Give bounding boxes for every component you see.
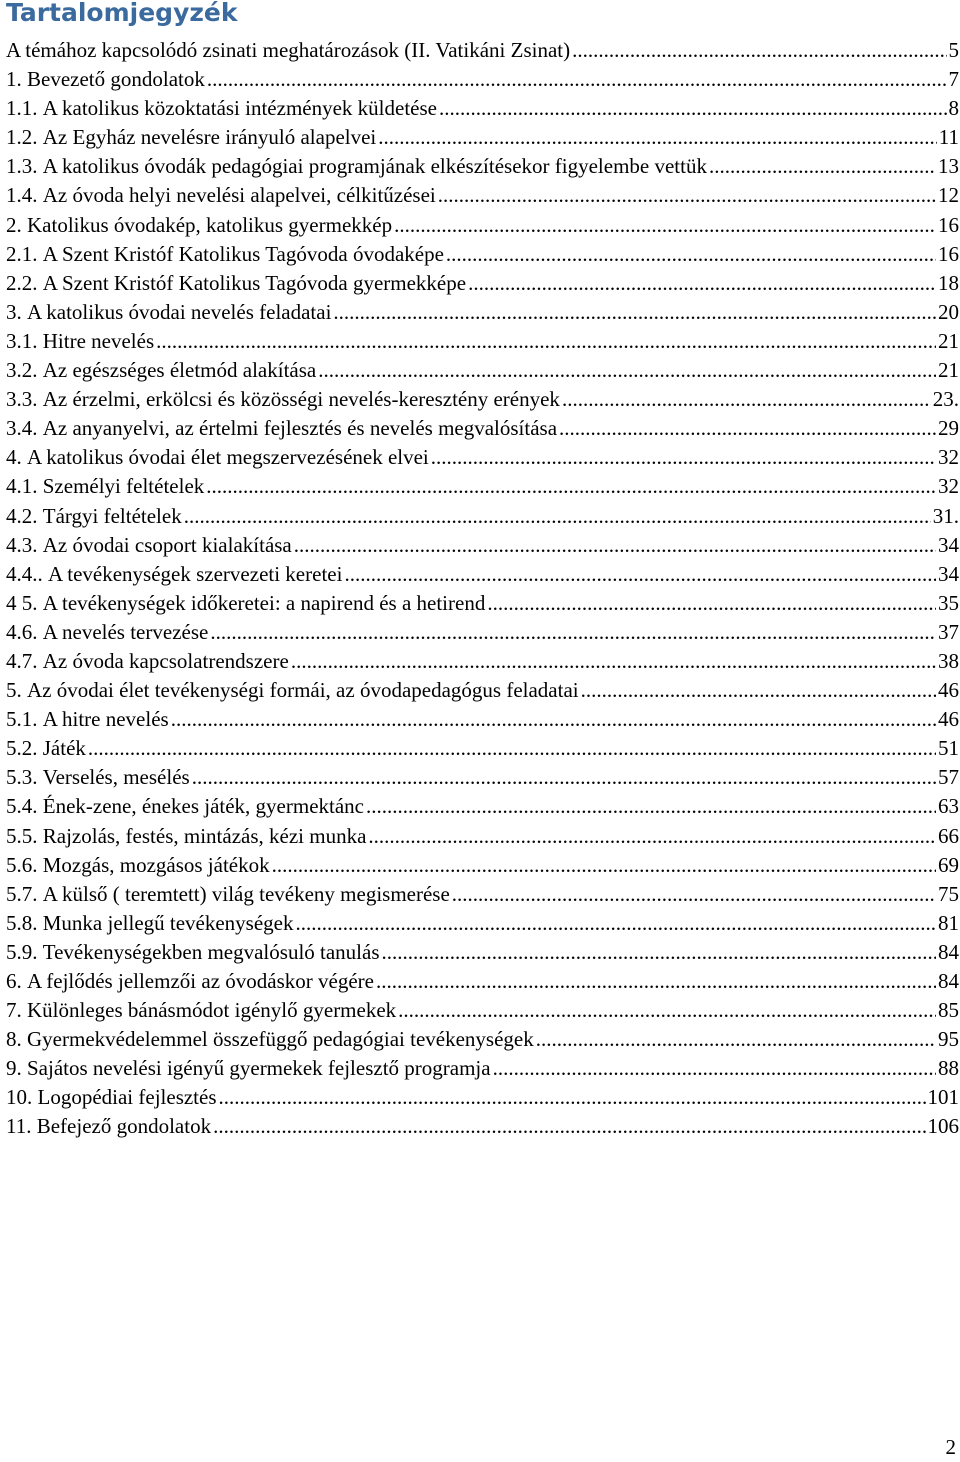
toc-entry-title: Gyermekvédelemmel összefüggő pedagógiai tevékenységek bbox=[27, 1027, 534, 1052]
toc-entry-page: 75 bbox=[938, 881, 959, 906]
toc-entry-page: 29 bbox=[938, 416, 959, 441]
toc-entry-page: 38 bbox=[938, 648, 959, 673]
toc-entry-number: 2.1. bbox=[6, 241, 38, 266]
toc-dot-leader bbox=[213, 1112, 925, 1141]
toc-dot-leader bbox=[438, 181, 936, 210]
toc-entry-title: Munka jellegű tevékenységek bbox=[42, 910, 294, 935]
toc-entry[interactable] bbox=[6, 967, 959, 996]
toc-entry-number: 2. bbox=[6, 212, 22, 237]
toc-dot-leader bbox=[366, 792, 936, 821]
toc-entry[interactable] bbox=[6, 1083, 959, 1112]
toc-dot-leader bbox=[439, 94, 947, 123]
toc-dot-leader bbox=[536, 1025, 936, 1054]
toc-entry-number: 5.2. bbox=[6, 736, 38, 761]
toc-dot-leader bbox=[88, 734, 936, 763]
toc-entry-title: Személyi feltételek bbox=[42, 474, 205, 499]
toc-entry-page: 12 bbox=[938, 183, 959, 208]
toc-entry-number: 4.2. bbox=[6, 503, 38, 528]
toc-entry-title: Mozgás, mozgásos játékok bbox=[42, 852, 270, 877]
toc-entry[interactable] bbox=[6, 938, 959, 967]
toc-entry-number: 8. bbox=[6, 1027, 22, 1052]
toc-entry-page: 16 bbox=[938, 212, 959, 237]
toc-entry-number: 5.7. bbox=[6, 881, 38, 906]
toc-entry-number: 7. bbox=[6, 998, 22, 1023]
toc-dot-leader bbox=[368, 822, 936, 851]
toc-entry-title: Az Egyház nevelésre irányuló alapelvei bbox=[42, 125, 377, 150]
toc-entry-page: 31. bbox=[932, 503, 959, 528]
toc-dot-leader bbox=[709, 152, 936, 181]
toc-entry-title: Az érzelmi, erkölcsi és közösségi nevelés-keresztény erények bbox=[42, 387, 560, 412]
toc-entry[interactable] bbox=[6, 181, 959, 210]
toc-entry-number: 4.1. bbox=[6, 474, 38, 499]
toc-entry-page: 7 bbox=[948, 67, 959, 92]
toc-dot-leader bbox=[394, 211, 936, 240]
toc-entry-title: A katolikus óvodák pedagógiai programjának elkészítésekor figyelembe vettük bbox=[42, 154, 707, 179]
toc-dot-leader bbox=[296, 909, 937, 938]
toc-entry-title: Sajátos nevelési igényű gyermekek fejlesztő programja bbox=[27, 1056, 491, 1081]
toc-entry-title: A fejlődés jellemzői az óvodáskor végére bbox=[27, 969, 374, 993]
toc-entry-number: 5. bbox=[6, 678, 22, 703]
toc-entry-page: 35 bbox=[938, 590, 959, 615]
toc-entry[interactable] bbox=[6, 269, 959, 298]
toc-entry[interactable] bbox=[6, 996, 959, 1025]
toc-entry[interactable] bbox=[6, 792, 959, 821]
toc-entry[interactable] bbox=[6, 1054, 959, 1083]
toc-entry[interactable] bbox=[6, 211, 959, 240]
toc-dot-leader bbox=[559, 414, 936, 443]
page-number: 2 bbox=[945, 1435, 956, 1459]
toc-entry[interactable] bbox=[6, 414, 959, 443]
toc-entry-number: 6. bbox=[6, 969, 22, 993]
toc-entry-page: 23. bbox=[932, 387, 959, 412]
toc-entry-title: Bevezető gondolatok bbox=[27, 67, 205, 92]
toc-entry[interactable] bbox=[6, 1112, 959, 1141]
toc-entry-page: 16 bbox=[938, 241, 959, 266]
toc-entry-number: 5.1. bbox=[6, 707, 38, 732]
toc-entry-number: 1.1. bbox=[6, 96, 38, 121]
toc-dot-leader bbox=[184, 502, 931, 531]
toc-dot-leader bbox=[376, 967, 936, 996]
toc-entry-number: 1.4. bbox=[6, 183, 38, 208]
toc-entry-title: Verselés, mesélés bbox=[42, 765, 190, 790]
toc-entry-number: 5.6. bbox=[6, 852, 38, 877]
toc-dot-leader bbox=[206, 472, 936, 501]
toc-dot-leader bbox=[272, 851, 936, 880]
toc-entry-page: 51 bbox=[938, 736, 959, 761]
toc-entry[interactable] bbox=[6, 880, 959, 909]
toc-entry[interactable] bbox=[6, 152, 959, 181]
toc-entry[interactable] bbox=[6, 909, 959, 938]
toc-entry-number: 5.3. bbox=[6, 765, 38, 790]
toc-dot-leader bbox=[562, 385, 931, 414]
toc-entry-number: 3.4. bbox=[6, 416, 38, 441]
toc-entry[interactable] bbox=[6, 94, 959, 123]
toc-entry[interactable] bbox=[6, 502, 959, 531]
toc-dot-leader bbox=[468, 269, 936, 298]
toc-entry-page: 21 bbox=[938, 328, 959, 353]
toc-heading: Tartalomjegyzék bbox=[6, 0, 238, 27]
toc-entry[interactable] bbox=[6, 618, 959, 647]
toc-entry[interactable] bbox=[6, 822, 959, 851]
toc-entry[interactable] bbox=[6, 472, 959, 501]
toc-entry-number: 3.3. bbox=[6, 387, 38, 412]
toc-entry-number: 5.4. bbox=[6, 794, 38, 819]
toc-dot-leader bbox=[219, 1083, 926, 1112]
toc-entry[interactable] bbox=[6, 705, 959, 734]
toc-entry-page: 66 bbox=[938, 823, 959, 848]
toc-entry-page: 84 bbox=[938, 939, 959, 964]
toc-entry-number: 5.8. bbox=[6, 910, 38, 935]
toc-entry-number: 3.2. bbox=[6, 358, 38, 383]
toc-dot-leader bbox=[452, 880, 936, 909]
toc-entry-title: Logopédiai fejlesztés bbox=[37, 1085, 217, 1110]
toc-dot-leader bbox=[291, 647, 936, 676]
toc-entry[interactable] bbox=[6, 763, 959, 792]
toc-entry-number: 9. bbox=[6, 1056, 22, 1081]
toc-dot-leader bbox=[493, 1054, 936, 1083]
toc-entry-title: Hitre nevelés bbox=[42, 328, 155, 353]
toc-entry-title: Tárgyi feltételek bbox=[42, 503, 182, 528]
toc-entry-number: 1.3. bbox=[6, 154, 38, 179]
toc-entry-page: 11 bbox=[938, 125, 959, 150]
toc-entry[interactable] bbox=[6, 240, 959, 269]
toc-entry-title: Az anyanyelvi, az értelmi fejlesztés és nevelés megvalósítása bbox=[42, 416, 558, 441]
toc-entry-number: 4.3. bbox=[6, 532, 38, 557]
toc-entry-title: Az óvoda helyi nevelési alapelvei, célkitűzései bbox=[42, 183, 436, 208]
toc-entry-page: 20 bbox=[938, 299, 959, 324]
toc-entry-page: 84 bbox=[938, 969, 959, 993]
toc-entry[interactable] bbox=[6, 851, 959, 880]
toc-entry-page: 95 bbox=[938, 1027, 959, 1052]
toc-dot-leader bbox=[378, 123, 937, 152]
toc-entry-page: 69 bbox=[938, 852, 959, 877]
toc-entry-number: 5.5. bbox=[6, 823, 38, 848]
toc-entry-page: 46 bbox=[938, 707, 959, 732]
toc-entry-page: 101 bbox=[927, 1085, 959, 1110]
toc-entry-title: A katolikus óvodai nevelés feladatai bbox=[27, 299, 332, 324]
toc-entry-page: 63 bbox=[938, 794, 959, 819]
toc-entry-title: Az óvoda kapcsolatrendszere bbox=[42, 648, 289, 673]
toc-entry-title: Különleges bánásmódot igénylő gyermekek bbox=[27, 998, 397, 1023]
toc-entry-title: A Szent Kristóf Katolikus Tagóvoda óvodaképe bbox=[42, 241, 444, 266]
toc-dot-leader bbox=[446, 240, 936, 269]
toc-entry[interactable] bbox=[6, 443, 959, 472]
toc-entry-page: 8 bbox=[948, 96, 959, 121]
toc-dot-leader bbox=[581, 676, 936, 705]
toc-dot-leader bbox=[318, 356, 936, 385]
toc-entry-title: A nevelés tervezése bbox=[42, 619, 209, 644]
toc-dot-leader bbox=[207, 65, 947, 94]
toc-entry-page: 81 bbox=[938, 910, 959, 935]
toc-entry[interactable] bbox=[6, 676, 959, 705]
toc-dot-leader bbox=[156, 327, 936, 356]
toc-entry-number: 1.2. bbox=[6, 125, 38, 150]
toc-entry-number: 4.6. bbox=[6, 619, 38, 644]
toc-entry-title: Katolikus óvodakép, katolikus gyermekkép bbox=[27, 212, 393, 237]
toc-entry-title: A tevékenységek szervezeti keretei bbox=[48, 561, 343, 586]
toc-entry-title: Ének-zene, énekes játék, gyermektánc bbox=[42, 794, 364, 819]
toc-entry-number: 4 5. bbox=[6, 590, 38, 615]
toc-entry-page: 34 bbox=[938, 532, 959, 557]
toc-entry-number: 4.4.. bbox=[6, 561, 43, 586]
toc-dot-leader bbox=[294, 531, 936, 560]
toc-entry-title: Az óvodai csoport kialakítása bbox=[42, 532, 292, 557]
toc-entry-number: 5.9. bbox=[6, 939, 38, 964]
toc-entry[interactable] bbox=[6, 1025, 959, 1054]
toc-entry-title: A katolikus közoktatási intézmények küldetése bbox=[42, 96, 437, 121]
toc-entry[interactable] bbox=[6, 356, 959, 385]
toc-entry[interactable] bbox=[6, 560, 959, 589]
toc-entry-title: A tevékenységek időkeretei: a napirend és a hetirend bbox=[42, 590, 486, 615]
toc-entry-page: 34 bbox=[938, 561, 959, 586]
toc-entry[interactable] bbox=[6, 36, 959, 65]
toc-entry-page: 88 bbox=[938, 1056, 959, 1081]
table-of-contents bbox=[6, 36, 959, 1142]
toc-entry-title: Rajzolás, festés, mintázás, kézi munka bbox=[42, 823, 367, 848]
toc-dot-leader bbox=[382, 938, 936, 967]
toc-entry-title: Az egészséges életmód alakítása bbox=[42, 358, 317, 383]
toc-dot-leader bbox=[344, 560, 936, 589]
toc-dot-leader bbox=[431, 443, 936, 472]
toc-entry-page: 21 bbox=[938, 358, 959, 383]
toc-entry-page: 18 bbox=[938, 270, 959, 295]
toc-dot-leader bbox=[572, 36, 946, 65]
toc-entry-number: 4. bbox=[6, 445, 22, 470]
toc-entry-number: 4.7. bbox=[6, 648, 38, 673]
toc-entry[interactable] bbox=[6, 65, 959, 94]
toc-entry-title: Befejező gondolatok bbox=[36, 1114, 212, 1139]
toc-entry-title: A témához kapcsolódó zsinati meghatározások (II. Vatikáni Zsinat) bbox=[6, 38, 571, 62]
toc-entry[interactable] bbox=[6, 647, 959, 676]
toc-entry[interactable] bbox=[6, 385, 959, 414]
toc-entry-title: Az óvodai élet tevékenységi formái, az óvodapedagógus feladatai bbox=[27, 678, 579, 703]
toc-entry[interactable] bbox=[6, 531, 959, 560]
toc-entry-page: 37 bbox=[938, 619, 959, 644]
toc-dot-leader bbox=[171, 705, 936, 734]
toc-entry-page: 57 bbox=[938, 765, 959, 790]
toc-entry-title: Játék bbox=[42, 736, 86, 761]
toc-entry-page: 13 bbox=[938, 154, 959, 179]
toc-entry-page: 5 bbox=[948, 38, 959, 62]
toc-entry-number: 3. bbox=[6, 299, 22, 324]
toc-entry[interactable] bbox=[6, 589, 959, 618]
toc-entry-number: 3.1. bbox=[6, 328, 38, 353]
toc-entry[interactable] bbox=[6, 734, 959, 763]
toc-entry-title: Tevékenységekben megvalósuló tanulás bbox=[42, 939, 380, 964]
toc-dot-leader bbox=[398, 996, 936, 1025]
toc-entry-title: A hitre nevelés bbox=[42, 707, 169, 732]
toc-entry-title: A Szent Kristóf Katolikus Tagóvoda gyermekképe bbox=[42, 270, 467, 295]
toc-dot-leader bbox=[487, 589, 936, 618]
toc-dot-leader bbox=[210, 618, 936, 647]
toc-entry-title: A katolikus óvodai élet megszervezésének elvei bbox=[27, 445, 429, 470]
toc-entry[interactable] bbox=[6, 298, 959, 327]
toc-dot-leader bbox=[333, 298, 936, 327]
toc-entry[interactable] bbox=[6, 327, 959, 356]
toc-entry-page: 46 bbox=[938, 678, 959, 703]
toc-entry-title: A külső ( teremtett) világ tevékeny megismerése bbox=[42, 881, 450, 906]
toc-entry-number: 10. bbox=[6, 1085, 33, 1110]
toc-entry-page: 85 bbox=[938, 998, 959, 1023]
toc-entry-number: 1. bbox=[6, 67, 22, 92]
toc-entry-number: 11. bbox=[6, 1114, 32, 1139]
toc-entry-page: 106 bbox=[927, 1114, 959, 1139]
toc-entry-page: 32 bbox=[938, 474, 959, 499]
toc-entry[interactable] bbox=[6, 123, 959, 152]
toc-dot-leader bbox=[192, 763, 936, 792]
toc-entry-number: 2.2. bbox=[6, 270, 38, 295]
toc-entry-page: 32 bbox=[938, 445, 959, 470]
